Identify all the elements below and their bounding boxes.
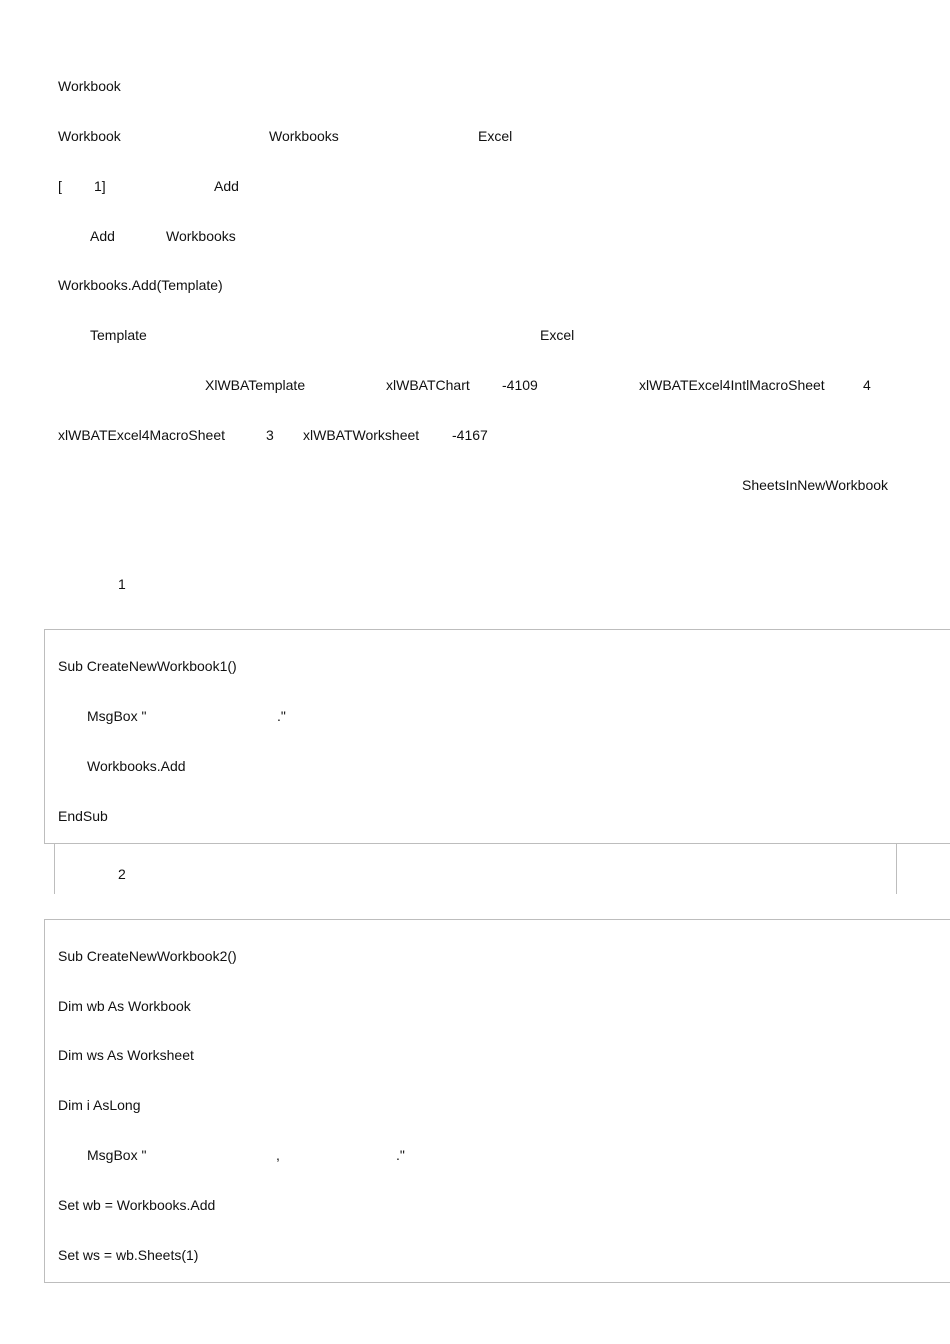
intro-line-7-b: xlWBATChart: [386, 377, 470, 393]
intro-line-2-c: Excel: [478, 128, 513, 144]
code-2-line-5-mid: ,: [276, 1147, 280, 1163]
intro-line-4-a: Add: [90, 228, 115, 244]
intro-line-4-b: Workbooks: [166, 228, 236, 244]
intro-line-1: Workbook: [58, 78, 121, 94]
code-2-line-4: Dim i AsLong: [58, 1097, 141, 1113]
intro-line-6-a: Template: [90, 327, 147, 343]
code-2-line-6: Set wb = Workbooks.Add: [58, 1197, 216, 1213]
example-2-label-box: [54, 844, 897, 894]
intro-line-8-c: xlWBATWorksheet: [303, 427, 420, 443]
code-1-line-2-end: .": [277, 708, 286, 724]
intro-line-6-b: Excel: [540, 327, 575, 343]
code-1-line-4: EndSub: [58, 808, 108, 824]
example-2-label: 2: [118, 866, 126, 882]
intro-line-3-c: Add: [214, 178, 239, 194]
intro-line-8-d: -4167: [452, 427, 488, 443]
intro-line-7-c: -4109: [502, 377, 538, 393]
intro-line-3-b: 1]: [94, 178, 106, 194]
code-1-line-2: MsgBox ": [87, 708, 147, 724]
code-2-line-2: Dim wb As Workbook: [58, 998, 191, 1014]
intro-line-7-e: 4: [863, 377, 871, 393]
intro-line-5: Workbooks.Add(Template): [58, 277, 223, 293]
code-2-line-3: Dim ws As Worksheet: [58, 1047, 194, 1063]
code-1-line-3: Workbooks.Add: [87, 758, 186, 774]
intro-line-3-a: [: [58, 178, 62, 194]
intro-line-7-a: XlWBATemplate: [205, 377, 306, 393]
code-1-line-1: Sub CreateNewWorkbook1(): [58, 658, 237, 674]
code-2-line-1: Sub CreateNewWorkbook2(): [58, 948, 237, 964]
code-2-line-5: MsgBox ": [87, 1147, 147, 1163]
intro-line-7-d: xlWBATExcel4IntlMacroSheet: [639, 377, 825, 393]
intro-line-2-b: Workbooks: [269, 128, 339, 144]
code-block-2: [44, 919, 950, 1283]
intro-line-8-b: 3: [266, 427, 274, 443]
intro-line-9: SheetsInNewWorkbook: [742, 477, 889, 493]
code-2-line-5-end: .": [396, 1147, 405, 1163]
intro-line-8-a: xlWBATExcel4MacroSheet: [58, 427, 226, 443]
example-1-label: 1: [118, 576, 126, 592]
intro-line-2-a: Workbook: [58, 128, 121, 144]
code-2-line-7: Set ws = wb.Sheets(1): [58, 1247, 199, 1263]
